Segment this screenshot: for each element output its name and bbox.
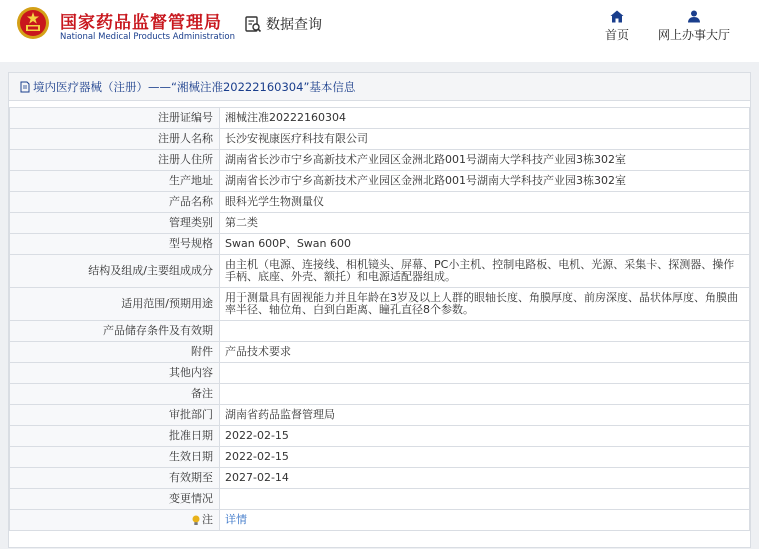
row-label: 注册证编号 [10,108,220,129]
row-label: 变更情况 [10,489,220,510]
registration-info-table [9,107,750,531]
user-icon [687,10,701,23]
row-label: 批准日期 [10,426,220,447]
table-row [10,213,750,234]
row-value: 2022-02-15 [220,426,750,447]
row-label: 产品名称 [10,192,220,213]
row-value [220,321,750,342]
row-value [220,363,750,384]
table-row [10,192,750,213]
row-value: 由主机（电源、连接线、相机镜头、屏幕、PC小主机、控制电路板、电机、光源、采集卡、探测器、操作手柄、底座、外壳、额托）和电源适配器组成。 [220,255,750,288]
table-row [10,468,750,489]
row-label: 管理类别 [10,213,220,234]
row-label: 型号规格 [10,234,220,255]
note-label: 注 [202,513,213,526]
table-row [10,150,750,171]
table-row [10,129,750,150]
table-row [10,234,750,255]
row-label: 其他内容 [10,363,220,384]
row-label: 产品储存条件及有效期 [10,321,220,342]
national-emblem-icon [16,6,50,40]
data-query-label: 数据查询 [266,17,322,33]
row-label: 适用范围/预期用途 [10,288,220,321]
nav-online-service-hall-label: 网上办事大厅 [658,28,731,42]
panel-title-bar [9,73,750,101]
table-row [10,321,750,342]
row-label: 附件 [10,342,220,363]
table-row [10,426,750,447]
row-label: 结构及组成/主要组成成分 [10,255,220,288]
row-label: 审批部门 [10,405,220,426]
brand-title-cn: 国家药品监督管理局 [60,13,222,33]
table-row [10,342,750,363]
table-row [10,171,750,192]
row-value: 2027-02-14 [220,468,750,489]
row-value: 湖南省长沙市宁乡高新技术产业园区金洲北路001号湖南大学科技产业园3栋302室 [220,171,750,192]
row-value: 长沙安视康医疗科技有限公司 [220,129,750,150]
note-row-label [10,510,220,531]
table-row [10,447,750,468]
row-label: 生效日期 [10,447,220,468]
lightbulb-icon [191,515,201,526]
table-row [10,510,750,531]
row-value [220,489,750,510]
table-row [10,384,750,405]
table-row [10,489,750,510]
row-label: 注册人名称 [10,129,220,150]
row-value: 产品技术要求 [220,342,750,363]
note-row-value [220,510,750,531]
table-row [10,288,750,321]
document-icon [19,81,31,93]
panel-title: 境内医疗器械（注册）——“湘械注准20222160304”基本信息 [33,79,356,94]
table-row [10,363,750,384]
row-label: 备注 [10,384,220,405]
info-panel [8,72,751,548]
home-icon [610,10,624,23]
row-value: 第二类 [220,213,750,234]
data-query-link[interactable] [244,14,322,34]
row-value: 2022-02-15 [220,447,750,468]
row-value: 用于测量具有固视能力并且年龄在3岁及以上人群的眼轴长度、角膜厚度、前房深度、晶状体厚度、角膜曲率半径、轴位角、白到白距离、瞳孔直径8个参数。 [220,288,750,321]
nav-home[interactable] [605,10,629,43]
table-row [10,255,750,288]
nav-home-label: 首页 [605,28,630,42]
row-value [220,384,750,405]
details-link[interactable]: 详情 [225,513,247,526]
row-value: 眼科光学生物测量仪 [220,192,750,213]
table-row [10,405,750,426]
row-label: 生产地址 [10,171,220,192]
row-label: 有效期至 [10,468,220,489]
row-value: 湖南省药品监督管理局 [220,405,750,426]
nav-online-service-hall[interactable] [658,10,730,43]
content-area [0,62,759,549]
search-document-icon [244,15,262,33]
row-value: Swan 600P、Swan 600 [220,234,750,255]
table-row [10,108,750,129]
row-label: 注册人住所 [10,150,220,171]
row-value: 湘械注准20222160304 [220,108,750,129]
row-value: 湖南省长沙市宁乡高新技术产业园区金洲北路001号湖南大学科技产业园3栋302室 [220,150,750,171]
brand-title-en: National Medical Products Administration [60,32,235,42]
site-header [0,0,759,58]
